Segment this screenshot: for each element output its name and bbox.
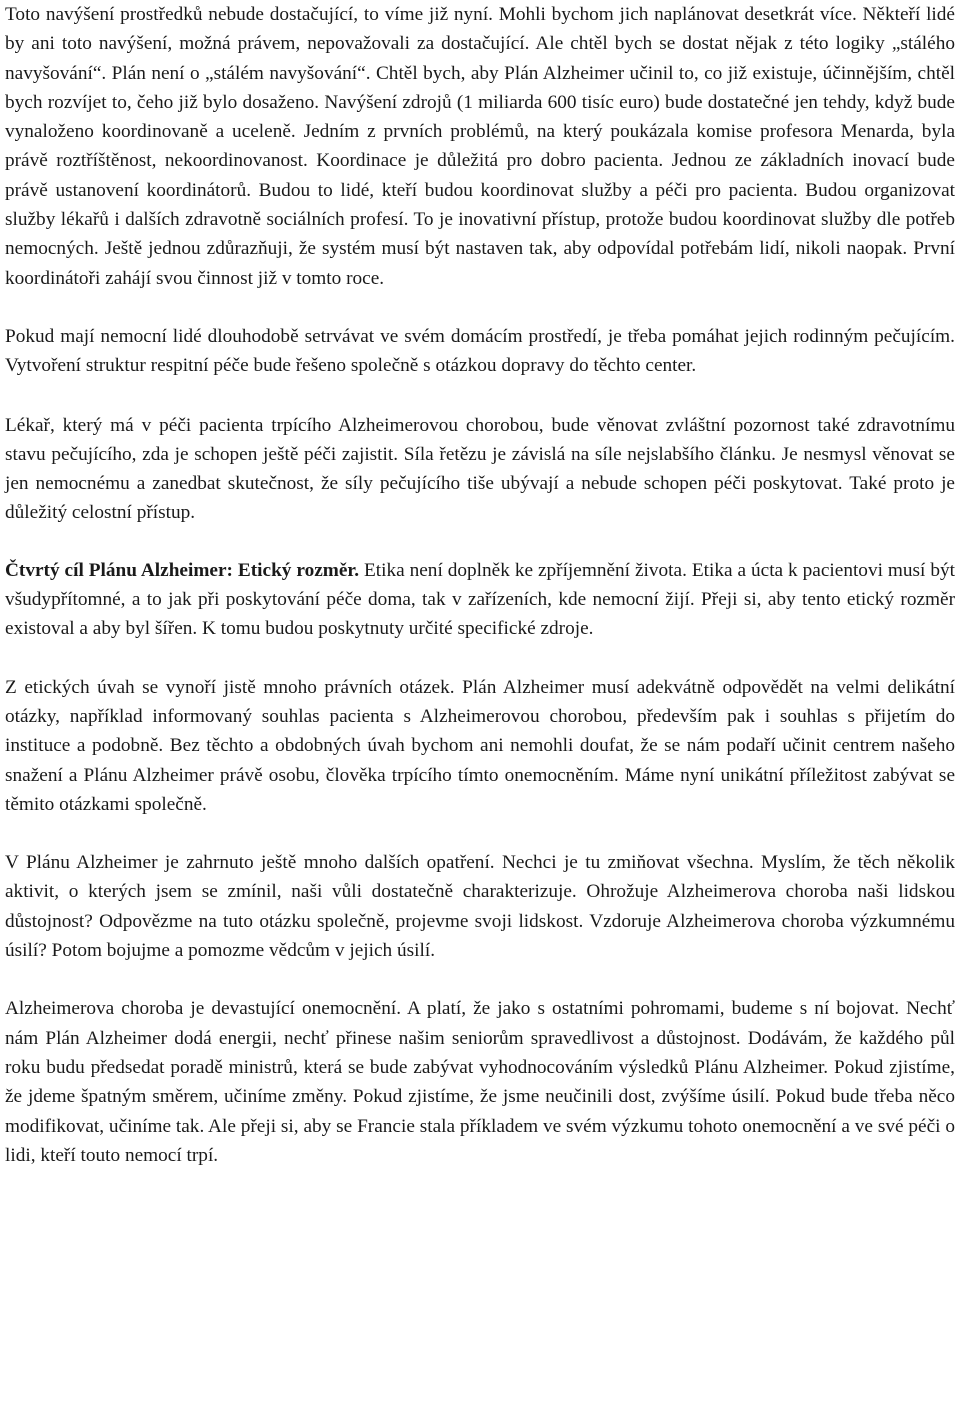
- document-page: [5, 0, 955, 1170]
- paragraph-conclusion: Alzheimerova choroba je devastující onemocnění. A platí, že jako s ostatními pohromami, budeme s ní bojovat. Nechť nám Plán Alzheimer dodá energii, nechť přinese našim seniorům spravedlivost a důstojnost. Dodávám, že každého půl roku budu předsedat poradě ministrů, která se bude zabývat vyhodnocováním výsledků Plánu Alzheimer. Pokud zjistíme, že jdeme špatným směrem, učiníme změny. Pokud zjistíme, že jsme neučinili dost, zvýšíme úsilí. Pokud bude třeba něco modifikovat, učiníme tak. Ale přeji si, aby se Francie stala příkladem ve svém výzkumu tohoto onemocnění a ve své péči o lidi, kteří touto nemocí trpí.: [5, 998, 955, 1166]
- paragraph-respite-care: Pokud mají nemocní lidé dlouhodobě setrvávat ve svém domácím prostředí, je třeba pomáhat jejich rodinným pečujícím. Vytvoření struktur respitní péče bude řešeno společně s otázkou dopravy do těchto center.: [5, 325, 955, 377]
- paragraph-funding: Toto navýšení prostředků nebude dostačující, to víme již nyní. Mohli bychom jich naplánovat desetkrát více. Někteří lidé by ani toto navýšení, možná právem, nepovažovali za dostačující. Ale chtěl bych se dostat nějak z této logiky „stálého navyšování“. Plán není o „stálém navyšování“. Chtěl bych, aby Plán Alzheimer učinil to, co již existuje, účinnějším, chtěl bych rozvíjet to, čeho již bylo dosaženo. Navýšení zdrojů (1 miliarda 600 tisíc euro) bude dostatečné jen tehdy, když bude vynaloženo koordinovaně a uceleně. Jedním z prvních problémů, na který poukázala komise profesora Menarda, byla právě roztříštěnost, nekoordinovanost. Koordinace je důležitá pro dobro pacienta. Jednou ze základních inovací bude právě ustanovení koordinátorů. Budou to lidé, kteří budou koordinovat služby a péči pro pacienta. Budou organizovat služby lékařů i dalších zdravotně sociálních profesí. To je inovativní přístup, protože budou koordinovat služby dle potřeb nemocných. Ještě jednou zdůrazňuji, že systém musí být nastaven tak, aby odpovídal potřebám lidí, nikoli naopak. První koordinátoři zahájí svou činnost již v tomto roce.: [5, 4, 955, 289]
- paragraph-caregiver-health: Lékař, který má v péči pacienta trpícího Alzheimerovou chorobou, bude věnovat zvláštní pozornost také zdravotnímu stavu pečujícího, zda je schopen ještě péči zajistit. Síla řetězu je závislá na síle nejslabšího článku. Je nesmysl věnovat se jen nemocnému a zanedbat skutečnost, že síly pečujícího tiše ubývají a nebude schopen péči poskytovat. Také proto je důležitý celostní přístup.: [5, 414, 955, 524]
- paragraph-other-measures: V Plánu Alzheimer je zahrnuto ještě mnoho dalších opatření. Nechci je tu zmiňovat všechna. Myslím, že těch několik aktivit, o kterých jsem se zmínil, naši vůli dostatečně charakterizuje. Ohrožuje Alzheimerova choroba naši lidskou důstojnost? Odpovězme na tuto otázku společně, projevme svoji lidskost. Vzdoruje Alzheimerova choroba výzkumnému úsilí? Potom bojujme a pomozme vědcům v jejich úsilí.: [5, 852, 955, 962]
- paragraph-ethics-text: Etika není doplněk ke zpříjemnění života. Etika a úcta k pacientovi musí být všudypřítomné, a to jak při poskytování péče doma, tak v zařízeních, kde nemocní žijí. Přeji si, aby tento etický rozměr existoval a aby byl šířen. K tomu budou poskytnuty určité specifické zdroje.: [5, 559, 955, 640]
- paragraph-ethics: [5, 556, 955, 644]
- section-heading-ethics: Čtvrtý cíl Plánu Alzheimer: Etický rozměr.: [5, 559, 360, 581]
- paragraph-legal-questions: Z etických úvah se vynoří jistě mnoho právních otázek. Plán Alzheimer musí adekvátně odpovědět na velmi delikátní otázky, například informovaný souhlas pacienta s Alzheimerovou chorobou, především pak i souhlas s přijetím do instituce a podobně. Bez těchto a obdobných úvah bychom ani nemohli doufat, že se nám podaří učinit centrem našeho snažení a Plánu Alzheimer právě osobu, člověka trpícího tímto onemocněním. Máme nyní unikátní příležitost zabývat se těmito otázkami společně.: [5, 676, 955, 815]
